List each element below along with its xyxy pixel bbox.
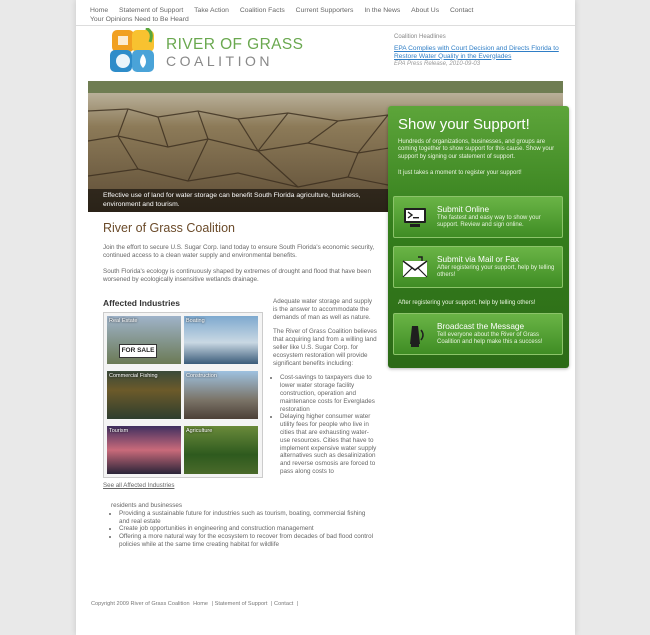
intro-paragraph-2: South Florida's ecology is continuously shaped by extremes of drought and flood that have been worsened by ecologically insensitive wetlands drainage. (103, 268, 371, 283)
for-sale-sign: FOR SALE (119, 344, 157, 358)
support-panel (388, 106, 569, 368)
see-all-industries-link[interactable]: See all Affected Industries (103, 482, 175, 489)
tile-commercial-fishing[interactable] (107, 371, 181, 419)
nav-about-us[interactable]: About Us (411, 7, 440, 14)
benefits-list (273, 374, 378, 475)
benefits-list-continued (111, 510, 376, 549)
main-content (103, 221, 378, 292)
submit-online-button[interactable] (393, 196, 563, 238)
benefit-item: • Providing a sustainable future for industries such as tourism, boating, commercial fishing and real estate (119, 510, 376, 526)
nav-subtitle: Your Opinions Need to Be Heard (90, 16, 189, 23)
tile-label: Commercial Fishing (109, 373, 158, 379)
industries-title: Affected Industries (103, 298, 180, 308)
nav-home[interactable]: Home (90, 7, 109, 14)
industries-grid (103, 312, 263, 478)
nav-contact[interactable]: Contact (450, 7, 474, 14)
tile-label: Construction (186, 373, 217, 379)
nav-statement[interactable]: Statement of Support (119, 7, 184, 14)
after-register-text: After registering your support, help by telling others! (398, 300, 536, 306)
logo-subtitle: COALITION (166, 53, 273, 69)
benefits-continued (111, 502, 376, 549)
benefits-paragraph-1: Adequate water storage and supply is the answer to accommodate the demands of man as well as nature. (273, 298, 373, 321)
footer: Copyright 2009 River of Grass Coalition Home | Statement of Support | Contact | (91, 601, 299, 607)
benefits-column (273, 298, 378, 476)
tile-label: Tourism (109, 428, 129, 434)
support-description: Hundreds of organizations, businesses, and groups are coming together to show support for this cause. Show your support by signing our statement of support. (398, 139, 555, 160)
affected-industries (103, 298, 263, 489)
envelope-icon (402, 255, 428, 281)
logo-title: RIVER OF GRASS (166, 36, 304, 53)
footer-link-contact[interactable]: Contact (274, 601, 294, 607)
top-nav (90, 6, 560, 23)
footer-copyright: Copyright 2009 River of Grass Coalition (91, 601, 190, 607)
headline-source: EPA Press Release, 2010-09-03 (394, 61, 481, 67)
headline-link[interactable]: EPA Complies with Court Decision and Directs Florida to Restore Water Quality in the Everglades (394, 45, 559, 60)
headlines-label: Coalition Headlines (394, 34, 446, 40)
benefits-paragraph-2: The River of Grass Coalition believes that acquiring land from a willing land seller like U.S. Sugar Corp. for ecosystem restoration will provide significant benefits including: (273, 328, 377, 367)
tile-boating[interactable] (184, 316, 258, 364)
broadcast-title: Broadcast the Message (437, 321, 525, 331)
logo-emblem-icon (106, 28, 162, 76)
submit-online-desc: The fastest and easy way to show your support. Review and sign online. (437, 215, 541, 229)
footer-link-statement[interactable]: Statement of Support (214, 601, 268, 607)
tile-label: Real Estate (109, 318, 138, 324)
computer-icon (402, 205, 428, 231)
benefit-item: • Create job opportunities in engineering and construction management (119, 525, 376, 533)
intro-paragraph-1: Join the effort to secure U.S. Sugar Corp. land today to ensure South Florida's economic security, continued access to a clean water supply and environmental benefits. (103, 244, 375, 259)
footer-link-home[interactable]: Home (193, 601, 209, 607)
megaphone-icon (402, 322, 428, 348)
support-title: Show your Support! (398, 116, 530, 133)
nav-divider (76, 25, 575, 26)
coalition-headlines (394, 34, 564, 67)
broadcast-button[interactable] (393, 313, 563, 355)
submit-mail-button[interactable] (393, 246, 563, 288)
benefit-item: • Delaying higher consumer water utility fees for people who live in cities that are exhausting water-use resources. Cities that have to implement expensive water supply alternatives such as desalinization and reverse osmosis are forced to pass along costs to (280, 413, 378, 475)
tile-tourism[interactable] (107, 426, 181, 474)
hero-caption: Effective use of land for water storage can benefit South Florida agriculture, business, environment and tourism. (88, 189, 388, 212)
nav-take-action[interactable]: Take Action (194, 7, 229, 14)
support-moment: It just takes a moment to register your support! (398, 170, 522, 177)
benefit-item: • Offering a more natural way for the ecosystem to recover from decades of bad flood control policies while at the same time creating habitat for wildlife (119, 533, 376, 549)
broadcast-desc: Tell everyone about the River of Grass Coalition and help make this a success! (437, 332, 543, 346)
tile-agriculture[interactable] (184, 426, 258, 474)
tile-label: Boating (186, 318, 205, 324)
site-logo[interactable] (106, 28, 304, 76)
benefit-item: • Cost-savings to taxpayers due to lower water storage facility construction, operation and maintenance costs for Everglades restoration (280, 374, 378, 413)
submit-mail-desc: After registering your support, help by telling others! (437, 265, 555, 279)
submit-mail-title: Submit via Mail or Fax (437, 254, 520, 264)
page-title: River of Grass Coalition (103, 221, 235, 235)
tile-label: Agriculture (186, 428, 213, 434)
nav-current-supporters[interactable]: Current Supporters (295, 7, 354, 14)
tile-real-estate[interactable] (107, 316, 181, 364)
submit-online-title: Submit Online (437, 204, 490, 214)
nav-in-the-news[interactable]: In the News (364, 7, 401, 14)
nav-coalition-facts[interactable]: Coalition Facts (239, 7, 285, 14)
tile-construction[interactable] (184, 371, 258, 419)
benefit-continuation: residents and businesses (111, 502, 183, 509)
